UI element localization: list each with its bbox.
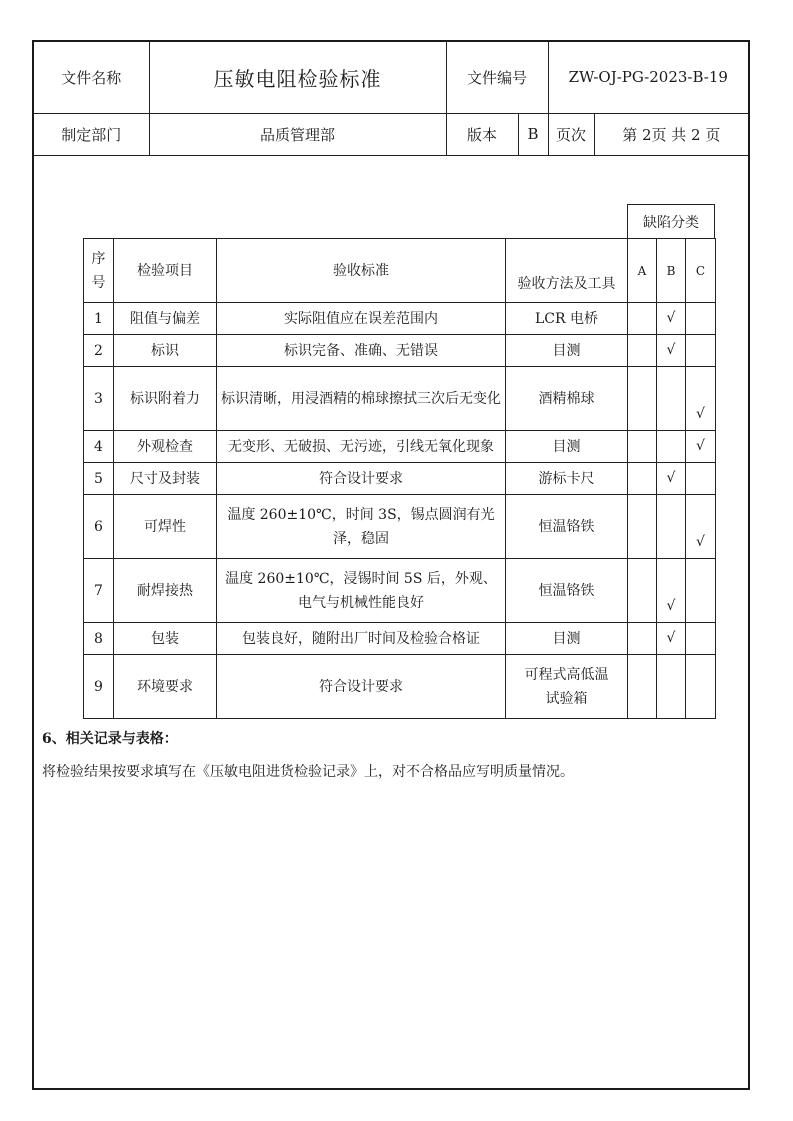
row-item: 尺寸及封装 (114, 463, 217, 495)
row-no: 4 (84, 431, 114, 463)
defect-c-cell (686, 559, 716, 623)
check-mark-icon: √ (666, 342, 676, 358)
row-item: 阻值与偏差 (114, 303, 217, 335)
check-mark-icon: √ (696, 438, 705, 454)
defect-c-cell (686, 623, 716, 655)
defect-b-cell (657, 431, 686, 463)
row-method: 目测 (506, 335, 628, 367)
row-no: 9 (84, 655, 114, 719)
row-item: 标识附着力 (114, 367, 217, 431)
row-standard: 温度 260±10℃，浸锡时间 5S 后，外观、电气与机械性能良好 (217, 559, 506, 623)
row-standard: 符合设计要求 (217, 463, 506, 495)
version-value: B (518, 113, 548, 155)
defect-a-cell (628, 623, 657, 655)
defect-a-cell (628, 559, 657, 623)
defect-a-cell (628, 655, 657, 719)
section-6-title: 6、相关记录与表格： (42, 731, 178, 747)
table-row (84, 335, 716, 367)
document-header-table (34, 42, 748, 156)
defect-c-cell (686, 463, 716, 495)
defect-b-cell (657, 623, 686, 655)
check-mark-icon: √ (666, 598, 676, 614)
inspection-table (83, 238, 716, 719)
dept-label: 制定部门 (34, 113, 149, 155)
row-method: 目测 (506, 431, 628, 463)
file-no-value: ZW-OJ-PG-2023-B-19 (548, 42, 748, 113)
check-mark-icon: √ (666, 470, 676, 486)
row-standard: 温度 260±10℃，时间 3S，锡点圆润有光泽，稳固 (217, 495, 506, 559)
row-standard: 标识清晰，用浸酒精的棉球擦拭三次后无变化 (217, 367, 506, 431)
row-method: 酒精棉球 (506, 367, 628, 431)
table-row (84, 367, 716, 431)
row-no: 6 (84, 495, 114, 559)
row-item: 标识 (114, 335, 217, 367)
defect-b-cell (657, 655, 686, 719)
table-row (84, 303, 716, 335)
table-header-row (84, 239, 716, 303)
table-row (84, 495, 716, 559)
row-method: LCR 电桥 (506, 303, 628, 335)
page-frame (32, 40, 750, 1090)
defect-b-cell (657, 559, 686, 623)
col-b-header: B (657, 239, 686, 303)
check-mark-icon: √ (696, 534, 705, 550)
row-item: 环境要求 (114, 655, 217, 719)
row-method: 可程式高低温试验箱 (506, 655, 628, 719)
row-standard: 符合设计要求 (217, 655, 506, 719)
row-method: 恒温铬铁 (506, 495, 628, 559)
table-row (84, 559, 716, 623)
defect-c-cell (686, 655, 716, 719)
defect-c-cell (686, 303, 716, 335)
row-no: 5 (84, 463, 114, 495)
defect-a-cell (628, 303, 657, 335)
defect-b-cell (657, 495, 686, 559)
check-mark-icon: √ (666, 630, 676, 646)
row-method: 恒温铬铁 (506, 559, 628, 623)
table-row (84, 463, 716, 495)
page-value: 第 2页 共 2 页 (594, 113, 748, 155)
defect-class-header: 缺陷分类 (627, 204, 715, 238)
defect-c-cell (686, 431, 716, 463)
defect-c-cell (686, 495, 716, 559)
defect-a-cell (628, 335, 657, 367)
row-item: 外观检查 (114, 431, 217, 463)
section-6-text: 将检验结果按要求填写在《压敏电阻进货检验记录》上，对不合格品应写明质量情况。 (42, 764, 574, 780)
col-a-header: A (628, 239, 657, 303)
document-title: 压敏电阻检验标准 (149, 42, 446, 113)
file-no-label: 文件编号 (446, 42, 548, 113)
row-standard: 实际阻值应在误差范围内 (217, 303, 506, 335)
defect-a-cell (628, 431, 657, 463)
defect-b-cell (657, 303, 686, 335)
col-item-header: 检验项目 (114, 239, 217, 303)
row-item: 耐焊接热 (114, 559, 217, 623)
table-row (84, 655, 716, 719)
defect-b-cell (657, 335, 686, 367)
row-item: 包装 (114, 623, 217, 655)
defect-a-cell (628, 463, 657, 495)
defect-a-cell (628, 495, 657, 559)
defect-c-cell (686, 335, 716, 367)
defect-c-cell (686, 367, 716, 431)
check-mark-icon: √ (696, 406, 705, 422)
row-method: 游标卡尺 (506, 463, 628, 495)
row-standard: 标识完备、准确、无错误 (217, 335, 506, 367)
row-method: 目测 (506, 623, 628, 655)
defect-a-cell (628, 367, 657, 431)
col-standard-header: 验收标准 (217, 239, 506, 303)
check-mark-icon: √ (666, 310, 676, 326)
col-method-header: 验收方法及工具 (506, 239, 628, 303)
table-row (84, 623, 716, 655)
file-name-label: 文件名称 (34, 42, 149, 113)
table-row (84, 431, 716, 463)
defect-b-cell (657, 463, 686, 495)
row-no: 8 (84, 623, 114, 655)
row-no: 1 (84, 303, 114, 335)
row-no: 3 (84, 367, 114, 431)
row-standard: 无变形、无破损、无污迹，引线无氧化现象 (217, 431, 506, 463)
page-label: 页次 (548, 113, 594, 155)
col-no-header: 序 号 (84, 239, 114, 303)
col-c-header: C (686, 239, 716, 303)
row-no: 2 (84, 335, 114, 367)
version-label: 版本 (446, 113, 518, 155)
dept-value: 品质管理部 (149, 113, 446, 155)
row-item: 可焊性 (114, 495, 217, 559)
row-no: 7 (84, 559, 114, 623)
defect-b-cell (657, 367, 686, 431)
row-standard: 包装良好，随附出厂时间及检验合格证 (217, 623, 506, 655)
